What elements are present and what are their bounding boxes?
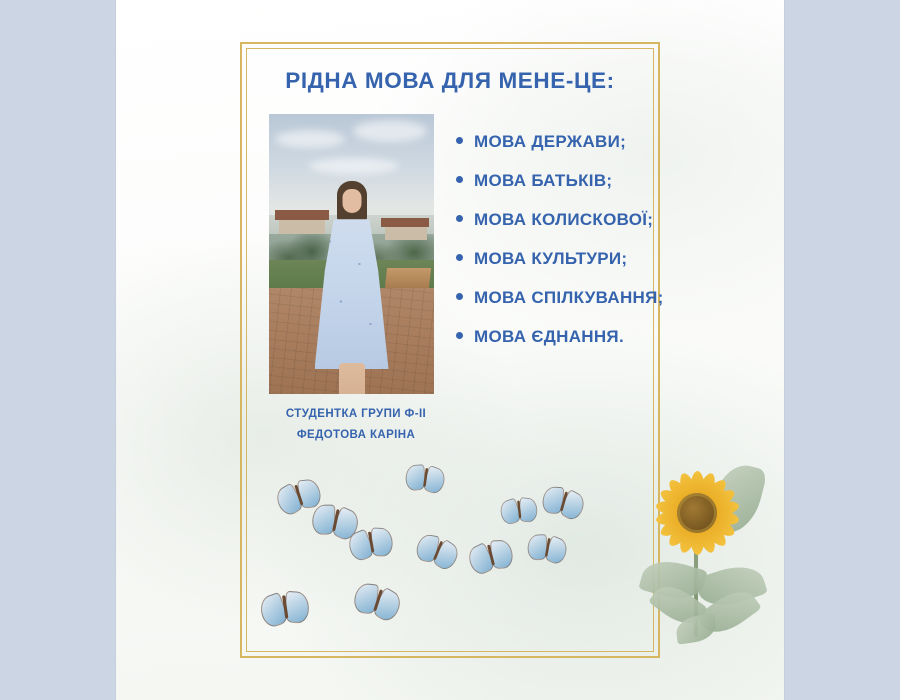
- photo-person-face: [342, 189, 361, 213]
- bullet-dot-icon: [456, 254, 463, 261]
- photo-wall: [385, 227, 427, 240]
- list-item-label: МОВА ДЕРЖАВИ;: [474, 132, 627, 151]
- poster-page: [116, 0, 784, 700]
- caption-line-1: СТУДЕНТКА ГРУПИ Ф-ІІ: [285, 408, 427, 420]
- list-item: [456, 249, 666, 269]
- photo-person-legs: [339, 363, 365, 394]
- bullet-dot-icon: [456, 332, 463, 339]
- page-title: РІДНА МОВА ДЛЯ МЕНЕ-ЦЕ:: [285, 68, 615, 93]
- list-item: [456, 171, 666, 191]
- bullet-dot-icon: [456, 293, 463, 300]
- caption-line-2: ФЕДОТОВА КАРІНА: [296, 429, 416, 441]
- list-item: [456, 288, 666, 308]
- sunflower-center: [677, 493, 717, 533]
- bullet-dot-icon: [456, 137, 463, 144]
- bullet-dot-icon: [456, 176, 463, 183]
- list-item-label: МОВА ЄДНАННЯ.: [474, 327, 624, 346]
- butterfly-wing-right: [518, 497, 539, 523]
- list-item-label: МОВА КОЛИСКОВОЇ;: [474, 210, 654, 229]
- list-item-label: МОВА БАТЬКІВ;: [474, 171, 613, 190]
- photo-person: [313, 181, 391, 394]
- butterfly-wing-right: [370, 527, 393, 556]
- sunflower-petals: [654, 470, 740, 556]
- list-item: [456, 132, 666, 152]
- photo-cloud: [353, 120, 427, 142]
- butterfly-wing-right: [284, 591, 310, 624]
- list-item-label: МОВА СПІЛКУВАННЯ;: [474, 288, 664, 307]
- list-item: [456, 210, 666, 230]
- bullet-list: [456, 132, 666, 366]
- butterfly-icon: [259, 588, 312, 630]
- butterfly-icon: [404, 462, 447, 496]
- bullet-dot-icon: [456, 215, 463, 222]
- portrait-photo: [269, 114, 434, 394]
- butterfly-icon: [499, 496, 538, 527]
- photo-caption: [256, 404, 456, 446]
- photo-bench: [385, 268, 431, 288]
- photo-cloud: [275, 130, 345, 148]
- sunflower-icon: [636, 440, 776, 650]
- portrait-photo-image: [269, 114, 434, 394]
- photo-cloud: [309, 158, 399, 174]
- list-item-label: МОВА КУЛЬТУРИ;: [474, 249, 628, 268]
- list-item: [456, 327, 666, 347]
- photo-person-dress: [315, 219, 389, 369]
